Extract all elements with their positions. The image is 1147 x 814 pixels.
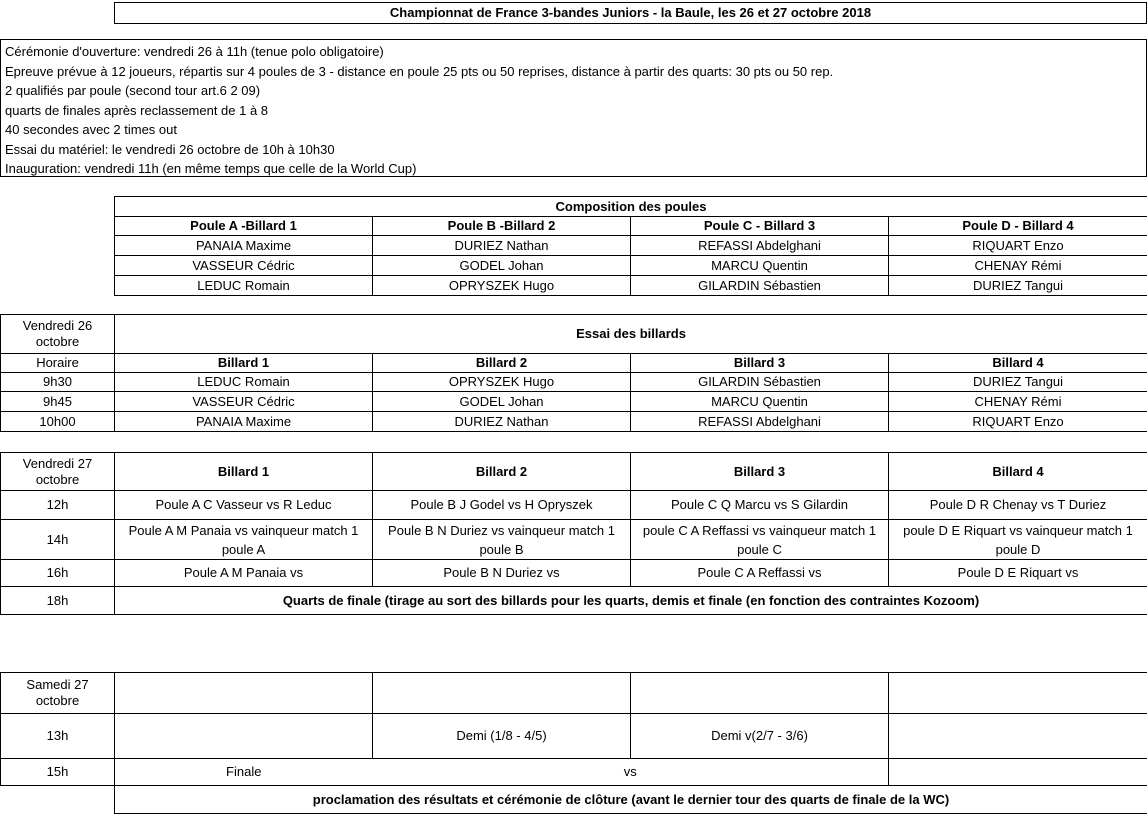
player-cell: LEDUC Romain <box>115 373 373 392</box>
vendredi-table <box>0 452 1147 615</box>
player-cell: PANAIA Maxime <box>115 412 373 432</box>
billard-header: Billard 3 <box>631 453 889 491</box>
poules-table <box>114 196 1147 296</box>
finale-cell: Finale <box>115 759 373 786</box>
player-cell: DURIEZ Tangui <box>889 276 1147 296</box>
billard-header: Billard 1 <box>115 354 373 373</box>
player-cell: CHENAY Rémi <box>889 392 1147 412</box>
billard-header: Billard 4 <box>889 453 1147 491</box>
player-cell: MARCU Quentin <box>631 256 889 276</box>
info-line: Cérémonie d'ouverture: vendredi 26 à 11h (tenue polo obligatoire) <box>5 44 384 59</box>
match-cell: Poule B J Godel vs H Opryszek <box>373 491 631 520</box>
match-cell: Poule D R Chenay vs T Duriez <box>889 491 1147 520</box>
essai-title: Essai des billards <box>115 315 1147 354</box>
empty-cell <box>889 714 1147 759</box>
match-cell: Poule C A Reffassi vs <box>631 560 889 587</box>
player-cell: GODEL Johan <box>373 392 631 412</box>
time-cell: 15h <box>1 759 115 786</box>
empty-cell <box>115 673 373 714</box>
page-title: Championnat de France 3-bandes Juniors - la Baule, les 26 et 27 octobre 2018 <box>114 2 1147 24</box>
empty-cell <box>373 673 631 714</box>
player-cell: CHENAY Rémi <box>889 256 1147 276</box>
billard-header: Billard 1 <box>115 453 373 491</box>
billard-header: Billard 3 <box>631 354 889 373</box>
info-line: Inauguration: vendredi 11h (en même temps que celle de la World Cup) <box>5 161 417 176</box>
player-cell: MARCU Quentin <box>631 392 889 412</box>
player-cell: REFASSI Abdelghani <box>631 412 889 432</box>
essai-day: Vendredi 26 octobre <box>1 315 115 354</box>
empty-cell <box>889 759 1147 786</box>
player-cell: GODEL Johan <box>373 256 631 276</box>
vs-cell: vs <box>373 759 889 786</box>
player-cell: GILARDIN Sébastien <box>631 276 889 296</box>
time-cell: 9h30 <box>1 373 115 392</box>
player-cell: LEDUC Romain <box>115 276 373 296</box>
info-block <box>0 39 1147 177</box>
player-cell: RIQUART Enzo <box>889 412 1147 432</box>
info-line: Essai du matériel: le vendredi 26 octobre de 10h à 10h30 <box>5 141 335 157</box>
match-cell: Poule B N Duriez vs <box>373 560 631 587</box>
player-cell: DURIEZ Nathan <box>373 236 631 256</box>
samedi-day: Samedi 27 octobre <box>1 673 115 714</box>
time-cell: 16h <box>1 560 115 587</box>
closing-cell: proclamation des résultats et cérémonie de clôture (avant le dernier tour des quarts de finale de la WC) <box>115 786 1147 814</box>
info-line: 40 secondes avec 2 times out <box>5 122 177 137</box>
poule-header: Poule A -Billard 1 <box>115 217 373 236</box>
player-cell: OPRYSZEK Hugo <box>373 373 631 392</box>
empty-cell <box>115 714 373 759</box>
demi-cell: Demi (1/8 - 4/5) <box>373 714 631 759</box>
time-cell: 9h45 <box>1 392 115 412</box>
player-cell: PANAIA Maxime <box>115 236 373 256</box>
samedi-table <box>0 672 1147 814</box>
match-cell: poule C A Reffassi vs vainqueur match 1 poule C <box>631 520 889 560</box>
player-cell: VASSEUR Cédric <box>115 256 373 276</box>
match-cell: Poule B N Duriez vs vainqueur match 1 poule B <box>373 520 631 560</box>
poules-title: Composition des poules <box>115 197 1147 217</box>
match-cell: Poule C Q Marcu vs S Gilardin <box>631 491 889 520</box>
info-line: Epreuve prévue à 12 joueurs, répartis sur 4 poules de 3 - distance en poule 25 pts ou 50 reprises, distance à partir des quarts: 30 pts ou 50 rep. <box>5 63 834 79</box>
billard-header: Billard 2 <box>373 354 631 373</box>
match-cell: poule D E Riquart vs vainqueur match 1 poule D <box>889 520 1147 560</box>
match-cell: Poule A M Panaia vs <box>115 560 373 587</box>
poule-header: Poule D - Billard 4 <box>889 217 1147 236</box>
billard-header: Billard 4 <box>889 354 1147 373</box>
player-cell: REFASSI Abdelghani <box>631 236 889 256</box>
billard-header: Billard 2 <box>373 453 631 491</box>
time-cell: 18h <box>1 587 115 615</box>
horaire-label: Horaire <box>1 354 115 373</box>
player-cell: GILARDIN Sébastien <box>631 373 889 392</box>
player-cell: RIQUART Enzo <box>889 236 1147 256</box>
blank-cell <box>1 786 115 814</box>
player-cell: VASSEUR Cédric <box>115 392 373 412</box>
demi-cell: Demi v(2/7 - 3/6) <box>631 714 889 759</box>
time-cell: 12h <box>1 491 115 520</box>
info-line: 2 qualifiés par poule (second tour art.6 2 09) <box>5 83 261 98</box>
match-cell: Poule A C Vasseur vs R Leduc <box>115 491 373 520</box>
empty-cell <box>889 673 1147 714</box>
poule-header: Poule B -Billard 2 <box>373 217 631 236</box>
poule-header: Poule C - Billard 3 <box>631 217 889 236</box>
player-cell: DURIEZ Nathan <box>373 412 631 432</box>
time-cell: 13h <box>1 714 115 759</box>
time-cell: 10h00 <box>1 412 115 432</box>
player-cell: DURIEZ Tangui <box>889 373 1147 392</box>
match-cell: Poule D E Riquart vs <box>889 560 1147 587</box>
empty-cell <box>631 673 889 714</box>
info-line: quarts de finales après reclassement de 1 à 8 <box>5 102 269 118</box>
essai-table <box>0 314 1147 432</box>
vendredi-day: Vendredi 27 octobre <box>1 453 115 491</box>
player-cell: OPRYSZEK Hugo <box>373 276 631 296</box>
match-cell: Poule A M Panaia vs vainqueur match 1 poule A <box>115 520 373 560</box>
quarts-cell: Quarts de finale (tirage au sort des billards pour les quarts, demis et finale (en fonction des contraintes Kozoom) <box>115 587 1147 615</box>
time-cell: 14h <box>1 520 115 560</box>
